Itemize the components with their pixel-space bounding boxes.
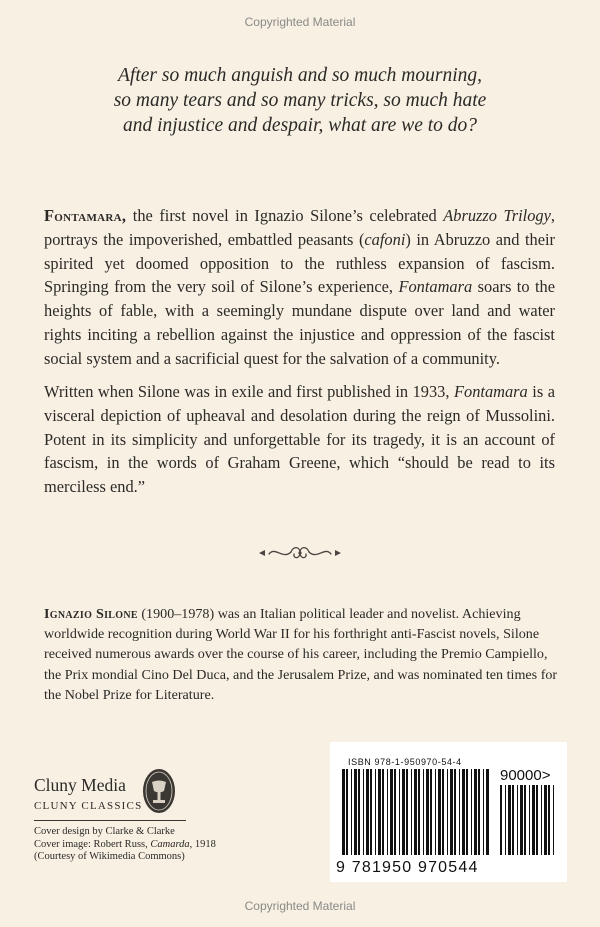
synopsis-text: ) in Abruzzo and their spirited yet doomed opposition to the ruthless expansion of fascism. Springing from the very soil of Silone’s experience, [44, 229, 555, 297]
courtesy-credit: (Courtesy of Wikimedia Commons) [34, 851, 185, 862]
image-title: Camarda [150, 838, 190, 850]
synopsis-text: the first novel in Ignazio Silone’s celebrated [126, 206, 444, 225]
isbn-digits: 9 781950 970544 [336, 859, 479, 876]
book-title-italic: Fontamara [453, 382, 528, 401]
epigraph-quote [0, 63, 600, 138]
isbn-barcode-icon [340, 769, 560, 857]
image-credit-prefix: Cover image: Robert Russ, [34, 838, 151, 850]
synopsis-text: is a visceral depiction of upheaval and desolation during the reign of Mussolini. Potent in its simplicity and unforgettable for its tragedy, it is an account of fascism, in the words of Graham Greene, which “should be read to its merciless end.” [44, 382, 555, 497]
book-title-small-caps: Fontamara, [44, 206, 127, 225]
publisher-seal-icon [141, 767, 177, 815]
copyright-watermark-bottom: Copyrighted Material [244, 899, 356, 913]
synopsis-text: , portrays the impoverished, embattled peasants ( [44, 206, 555, 249]
publisher-imprint: CLUNY CLASSICS [34, 800, 143, 812]
credits-divider [34, 820, 186, 821]
synopsis-paragraph-1 [44, 204, 555, 371]
synopsis-text: Written when Silone was in exile and first published in 1933, [44, 382, 454, 401]
bio-text: (1900–1978) was an Italian political leader and novelist. Achieving worldwide recognition during World War II for his forthright anti-Fascist novels, Silone received numerous awards over the course of his career, including the Premio Campiello, the Prix mondial Cino Del Duca, and the Jerusalem Prize, and was nominated ten times for the Nobel Prize for Literature. [44, 606, 558, 703]
synopsis-paragraph-2 [44, 380, 555, 499]
image-year: , 1918 [189, 838, 216, 850]
synopsis-text: soars to the heights of fable, with a seemingly mundane dispute over land and water rights inciting a rebellion against the injustice and oppression of the fascist social system and a sacrificial quest for the salvation of a community. [44, 277, 555, 368]
quote-line: and injustice and despair, what are we to do? [122, 115, 478, 136]
price-code: 90000> [500, 767, 551, 784]
copyright-watermark-top: Copyrighted Material [244, 15, 356, 29]
image-credit [34, 839, 216, 852]
trilogy-title: Abruzzo Trilogy [443, 206, 551, 225]
ornament-divider-icon [255, 538, 345, 568]
cafoni-term: cafoni [364, 229, 406, 249]
design-credit: Cover design by Clarke & Clarke [34, 826, 175, 837]
book-title-italic: Fontamara [398, 277, 473, 297]
author-bio [44, 604, 559, 705]
author-name: Ignazio Silone [44, 606, 138, 622]
quote-line: so many tears and so many tricks, so much hate [113, 90, 487, 111]
quote-line: After so much anguish and so much mourning, [118, 65, 482, 86]
publisher-name: Cluny Media [34, 775, 126, 795]
isbn-label: ISBN 978-1-950970-54-4 [348, 757, 462, 767]
cover-credits [34, 826, 216, 864]
